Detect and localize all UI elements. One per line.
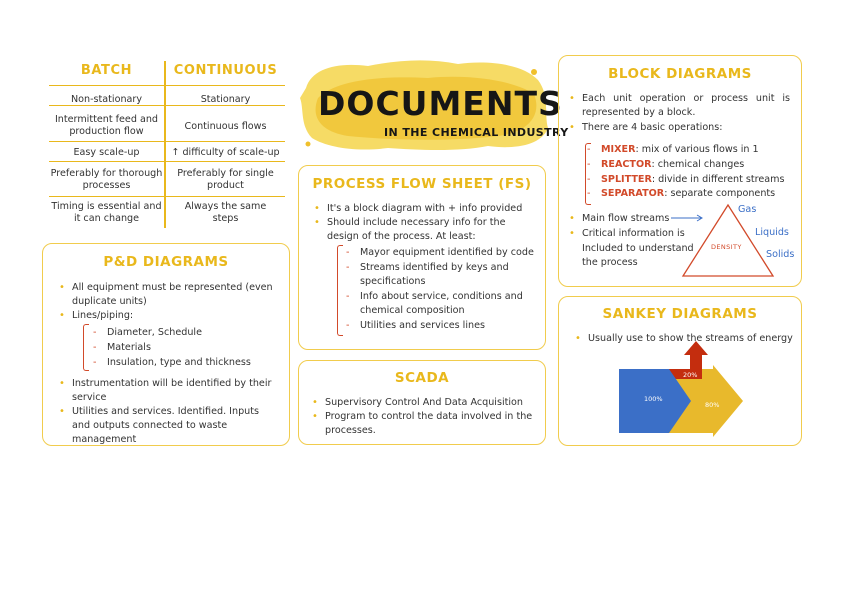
sub-item-text: Streams identified by keys and specifications xyxy=(360,262,509,287)
sub-item: - Materials xyxy=(93,342,151,353)
input-percent: 100% xyxy=(644,395,663,403)
operation-desc: : separate components xyxy=(664,188,776,199)
scada-card xyxy=(298,360,546,445)
sub-item-text: Diameter, Schedule xyxy=(107,327,202,338)
block-title: BLOCK DIAGRAMS xyxy=(608,66,752,82)
list-item-text: There are 4 basic operations: xyxy=(582,122,723,133)
operation-name: SPLITTER xyxy=(601,174,652,185)
loss-percent: 20% xyxy=(683,371,698,379)
bracket xyxy=(337,245,343,336)
sankey-card xyxy=(558,296,802,446)
list-item-text: Utilities and services. Identified. Inputs and outputs connected to waste management xyxy=(72,406,260,445)
list-item-text: Each unit operation or process unit is represented by a block. xyxy=(582,93,790,118)
list-item-text: It's a block diagram with + info provided xyxy=(327,203,523,214)
sub-item-text: Materials xyxy=(107,342,151,353)
block-card xyxy=(558,55,802,287)
density-label: DENSITY xyxy=(711,243,742,251)
operation-item: - SPLITTER: divide in different streams xyxy=(587,174,785,185)
bracket xyxy=(83,324,89,371)
operation-desc: : divide in different streams xyxy=(651,174,785,185)
list-item-text: Program to control the data involved in the processes. xyxy=(325,411,533,436)
list-item-text: Main flow streams xyxy=(582,213,670,224)
sub-item-text: Mayor equipment identified by code xyxy=(360,247,534,258)
list-item-text: Instrumentation will be identified by their service xyxy=(72,378,272,403)
list-item: • Each unit operation or process unit is represented by a block. xyxy=(569,93,790,118)
liquids-label: Liquids xyxy=(755,227,789,238)
continuous-header: CONTINUOUS xyxy=(173,63,278,78)
pfs-title: PROCESS FLOW SHEET (FS) xyxy=(312,176,532,192)
list-item: • It's a block diagram with + info provided xyxy=(314,203,523,214)
table-cell: Timing is essential and it can change xyxy=(51,201,162,224)
row-line xyxy=(49,161,285,162)
list-item: • Utilities and services. Identified. Inputs and outputs connected to waste management xyxy=(59,406,260,445)
solids-label: Solids xyxy=(766,249,795,260)
operation-item: - SEPARATOR: separate components xyxy=(587,188,776,199)
list-item-text: Lines/piping: xyxy=(72,310,134,321)
page-subtitle: IN THE CHEMICAL INDUSTRY xyxy=(384,126,569,139)
operation-name: SEPARATOR xyxy=(601,188,665,199)
table-cell: Stationary xyxy=(200,94,251,105)
list-item: • Main flow streams xyxy=(569,213,670,224)
row-line xyxy=(49,196,285,197)
list-item-text: Critical information is Included to understand the process xyxy=(582,228,694,268)
pid-title: P&D DIAGRAMS xyxy=(103,254,229,270)
list-item-text: All equipment must be represented (even duplicate units) xyxy=(72,282,273,307)
table-cell: Easy scale-up xyxy=(73,147,140,158)
list-item: • Critical information is Included to understand the process xyxy=(569,228,694,268)
row-line xyxy=(49,85,285,86)
table-cell: Intermittent feed and production flow xyxy=(54,114,159,137)
sankey-diagram xyxy=(617,341,747,443)
sub-item-text: Insulation, type and thickness xyxy=(107,357,251,368)
list-item: • Instrumentation will be identified by their service xyxy=(59,378,272,403)
list-item-text: Should include necessary info for the design of the process. At least: xyxy=(327,217,506,242)
list-item: • Lines/piping: xyxy=(59,310,134,321)
list-item-text: Supervisory Control And Data Acquisition xyxy=(325,397,524,408)
gas-label: Gas xyxy=(738,204,757,215)
table-cell: Preferably for single product xyxy=(177,168,274,191)
list-item-text: Usually use to show the streams of energy xyxy=(588,333,793,344)
sub-item: - Utilities and services lines xyxy=(346,320,485,331)
table-cell: Always the same steps xyxy=(184,201,267,224)
list-item: • Usually use to show the streams of energy xyxy=(575,333,793,344)
table-cell: Non-stationary xyxy=(70,94,143,105)
table-cell: ↑ difficulty of scale-up xyxy=(171,147,280,158)
list-item: • Program to control the data involved in the processes. xyxy=(312,411,533,436)
operation-item: - MIXER: mix of various flows in 1 xyxy=(587,144,759,155)
operation-item: - REACTOR: chemical changes xyxy=(587,159,745,170)
sub-item: - Info about service, conditions and chemical composition xyxy=(346,291,523,316)
output-percent: 80% xyxy=(705,401,720,409)
scada-title: SCADA xyxy=(394,370,450,386)
sankey-title: SANKEY DIAGRAMS xyxy=(602,306,758,322)
page-title: DOCUMENTS xyxy=(318,84,563,123)
table-cell: Continuous flows xyxy=(184,121,267,132)
sub-item: - Streams identified by keys and specifications xyxy=(346,262,509,287)
operation-name: REACTOR xyxy=(601,159,652,170)
operation-desc: : chemical changes xyxy=(651,159,745,170)
sub-item: - Insulation, type and thickness xyxy=(93,357,251,368)
pfs-card xyxy=(298,165,546,350)
operation-name: MIXER xyxy=(601,144,636,155)
density-triangle-icon xyxy=(681,202,775,278)
table-cell: Preferably for thorough processes xyxy=(50,168,163,191)
operation-desc: : mix of various flows in 1 xyxy=(635,144,759,155)
list-item: • Should include necessary info for the design of the process. At least: xyxy=(314,217,506,242)
batch-header: BATCH xyxy=(80,63,133,78)
list-item: • There are 4 basic operations: xyxy=(569,122,723,133)
sub-item: - Diameter, Schedule xyxy=(93,327,202,338)
list-item: • All equipment must be represented (even duplicate units) xyxy=(59,282,273,307)
list-item: • Supervisory Control And Data Acquisition xyxy=(312,397,524,408)
sub-item: - Mayor equipment identified by code xyxy=(346,247,534,258)
pid-card xyxy=(42,243,290,446)
sub-item-text: Utilities and services lines xyxy=(360,320,485,331)
sub-item-text: Info about service, conditions and chemical composition xyxy=(360,291,523,316)
row-line xyxy=(49,141,285,142)
